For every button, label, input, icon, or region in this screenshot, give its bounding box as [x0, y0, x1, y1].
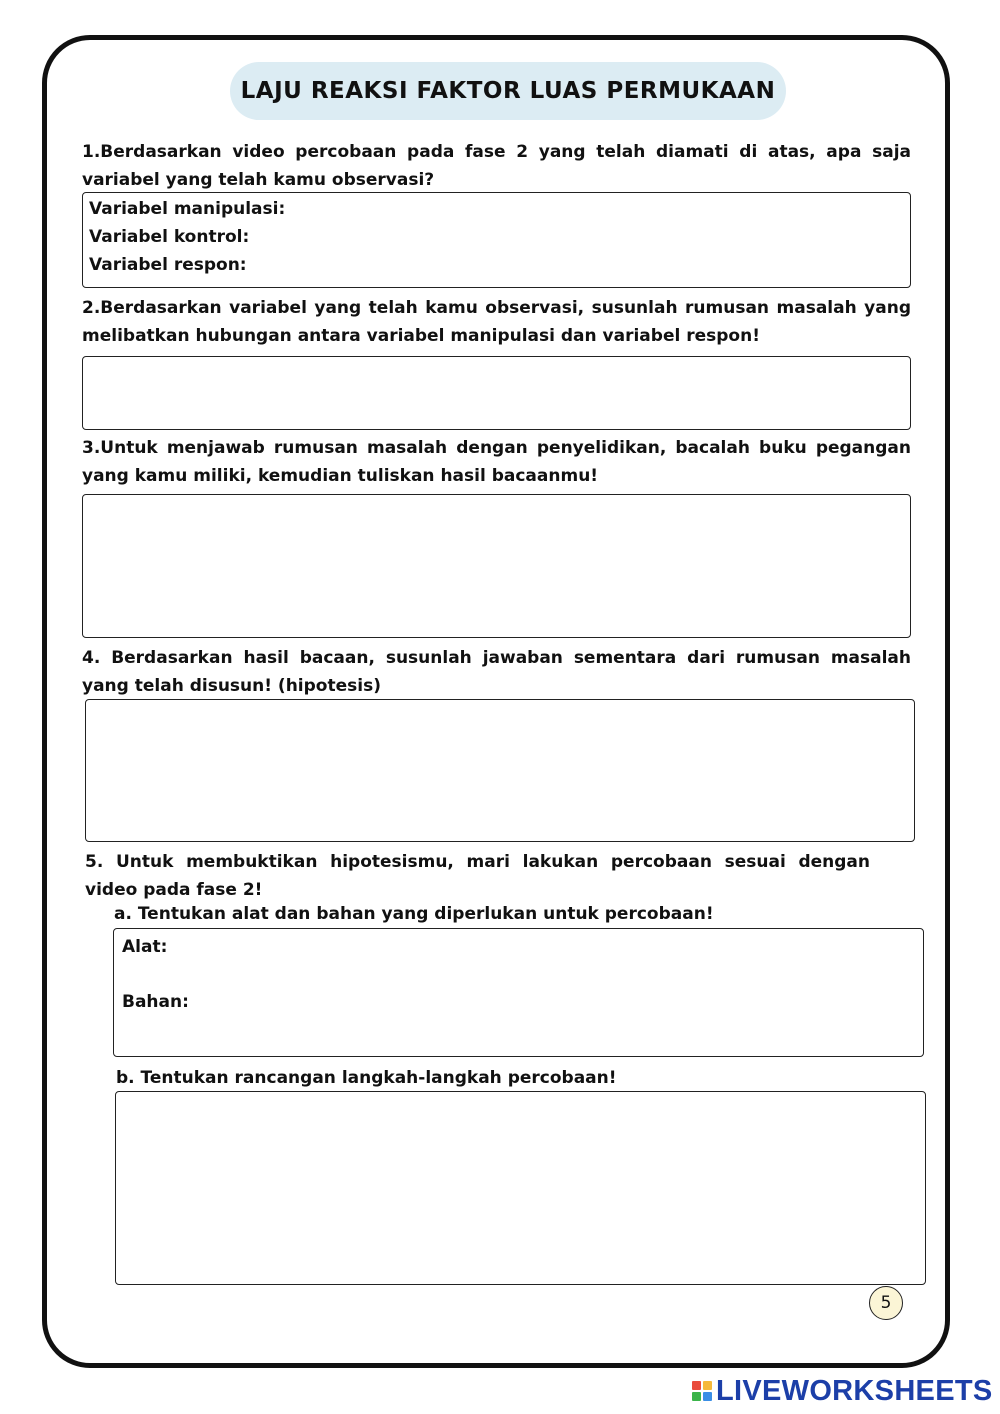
- liveworksheets-logo: [692, 1376, 993, 1406]
- field-alat: Alat:: [122, 937, 168, 957]
- brand-text: LIVEWORKSHEETS: [716, 1374, 993, 1407]
- field-bahan: Bahan:: [122, 992, 189, 1012]
- answer-box-5a[interactable]: [113, 928, 924, 1057]
- question-2-text: 2.Berdasarkan variabel yang telah kamu observasi, susunlah rumusan masalah yang melibatkan hubungan antara variabel manipulasi dan variabel respon!: [82, 298, 911, 346]
- question-1-text: 1.Berdasarkan video percobaan pada fase 2 yang telah diamati di atas, apa saja variabel yang telah kamu observasi?: [82, 142, 911, 190]
- page-number: 5: [869, 1286, 903, 1320]
- question-3-text: 3.Untuk menjawab rumusan masalah dengan penyelidikan, bacalah buku pegangan yang kamu miliki, kemudian tuliskan hasil bacaanmu!: [82, 438, 911, 486]
- field-variabel-kontrol: Variabel kontrol:: [89, 227, 250, 247]
- brand-grid-icon: [692, 1381, 712, 1401]
- question-5-text: 5. Untuk membuktikan hipotesismu, mari lakukan percobaan sesuai dengan video pada fase 2!: [85, 852, 870, 900]
- page-title: LAJU REAKSI FAKTOR LUAS PERMUKAAN: [230, 62, 786, 120]
- question-5b-text: b. Tentukan rancangan langkah-langkah percobaan!: [116, 1068, 617, 1088]
- answer-box-1[interactable]: [82, 192, 911, 288]
- answer-box-2[interactable]: [82, 356, 911, 430]
- answer-box-3[interactable]: [82, 494, 911, 638]
- answer-box-5b[interactable]: [115, 1091, 926, 1285]
- answer-box-4[interactable]: [85, 699, 915, 842]
- field-variabel-respon: Variabel respon:: [89, 255, 247, 275]
- question-4-text: 4. Berdasarkan hasil bacaan, susunlah jawaban sementara dari rumusan masalah yang telah disusun! (hipotesis): [82, 648, 911, 696]
- question-5a-text: a. Tentukan alat dan bahan yang diperlukan untuk percobaan!: [114, 904, 714, 924]
- field-variabel-manipulasi: Variabel manipulasi:: [89, 199, 286, 219]
